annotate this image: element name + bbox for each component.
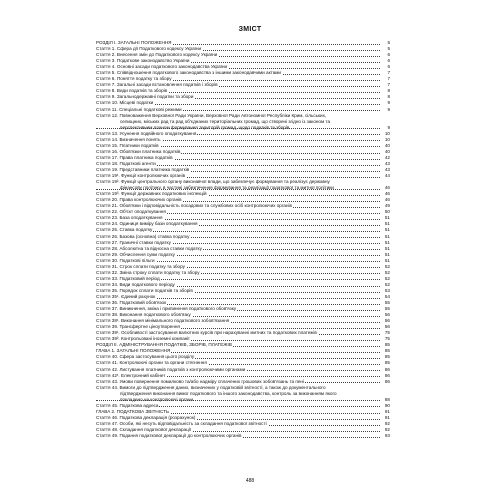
toc-page-number: 51 [384, 239, 390, 245]
toc-page-number: 56 [384, 318, 390, 324]
table-of-contents [96, 40, 390, 439]
toc-entry-text: Стаття 25. Ставка податку [96, 227, 153, 233]
toc-page-number: 86 [384, 378, 390, 384]
toc-page-number: 52 [384, 269, 390, 275]
toc-page-number: 40 [384, 148, 390, 154]
toc-entry-text: Стаття 27. Граничні ставки податку [96, 239, 171, 245]
toc-page-number: 6 [387, 64, 390, 70]
toc-entry-text-line: перспективним планом формування територій громад, щодо податків та зборів [120, 124, 290, 130]
toc-entry-text: Стаття 11. Спеціальні податкові режими [96, 106, 182, 112]
toc-entry-text: Стаття 46. Податкова декларація (розрахунок) [96, 414, 196, 420]
toc-page-number: 43 [384, 160, 390, 166]
toc-page-number: 54 [384, 293, 390, 299]
toc-page-number: 8 [387, 88, 390, 94]
toc-entry-text-line: Стаття 19². Функції центрального органу виконавчої влади, що забезпечує формування та реалізує державну [96, 179, 330, 185]
toc-entry-text: Стаття 14. Визначення понять [96, 136, 161, 142]
page-title: ЗМІСТ [238, 26, 262, 33]
toc-entry-text: Стаття 3. Податкове законодавство України [96, 58, 190, 64]
toc-page-number: 91 [384, 408, 390, 414]
toc-page-number: 88 [384, 396, 390, 402]
toc-page-number: 52 [384, 263, 390, 269]
toc-entry-text: Стаття 16. Обов'язки платника податків [96, 148, 181, 154]
dot-leader [96, 128, 380, 129]
toc-entry-text: РОЗДІЛ I. ЗАГАЛЬНІ ПОЛОЖЕННЯ [96, 40, 172, 45]
toc-page-number: 52 [384, 281, 390, 287]
toc-page-number: 86 [384, 372, 390, 378]
toc-page-number: 43 [384, 166, 390, 172]
toc-page-number: 49 [384, 203, 390, 209]
toc-entry-text: Стаття 24. Одиниця виміру бази оподаткування [96, 221, 198, 227]
toc-page-number: 75 [384, 330, 390, 336]
toc-entry-text: Стаття 17. Права платника податків [96, 154, 173, 160]
toc-page-number: 90 [384, 402, 390, 408]
toc-page-number: 7 [387, 76, 390, 82]
toc-entry-text: Стаття 39. Трансфертне ціноутворення [96, 324, 180, 330]
toc-page-number: 5 [387, 40, 390, 45]
toc-page-number: 92 [384, 420, 390, 426]
toc-entry-text: Стаття 48. Складання податкової декларації [96, 427, 192, 432]
toc-entry-text-line: фінансову політику, в частині забезпечення формування та реалізації податкової та митної політики [120, 185, 334, 191]
toc-entry-text: Стаття 29. Обчислення суми податку [96, 251, 175, 257]
toc-entry-text: Стаття 19¹. Функції контролюючих органів [96, 173, 186, 179]
toc-page-number: 42 [384, 154, 390, 160]
toc-entry-text: Стаття 22. Об'єкт оподаткування [96, 209, 166, 215]
dot-leader [96, 189, 380, 190]
toc-entry-text: Стаття 26. Базова (основна) ставка податку [96, 233, 190, 239]
toc-page-number: 6 [387, 58, 390, 64]
toc-entry-text: Стаття 45. Податкова адреса [96, 402, 159, 408]
toc-page-number: 7 [387, 82, 390, 88]
toc-page-number: 46 [384, 197, 390, 203]
toc-entry-text: Стаття 39². Контрольовані іноземні компанії [96, 336, 190, 342]
toc-entry-text: Стаття 19. Представники платника податків [96, 166, 190, 172]
toc-page-number: 8 [387, 94, 390, 100]
toc-entry-text: Стаття 19³. Функції державних податкових інспекцій [96, 191, 207, 197]
toc-page-number: 50 [384, 209, 390, 215]
toc-entry-text: Стаття 34. Види податкового періоду [96, 281, 175, 287]
toc-page-number: 85 [384, 348, 390, 354]
toc-entry-text: Стаття 38¹. Виконання мінімального податкового зобов'язання [96, 318, 230, 324]
toc-page-number: 9 [387, 106, 390, 112]
toc-entry-text: Стаття 49. Подання податкової декларації до контролюючих органів [96, 433, 242, 439]
toc-page-number: 10 [384, 130, 390, 136]
toc-entry[interactable] [96, 385, 390, 403]
toc-page-number: 51 [384, 233, 390, 239]
toc-entry[interactable] [96, 113, 390, 131]
toc-page-number: 46 [384, 191, 390, 197]
toc-entry-text: Стаття 23. База оподаткування [96, 215, 163, 221]
toc-entry-text: Стаття 4. Основні засади податкового законодавства України [96, 64, 228, 70]
toc-page-number: 9 [387, 100, 390, 106]
toc-page-number: 5 [387, 46, 390, 52]
toc-entry-text: Стаття 40. Сфера застосування цього розділу [96, 354, 195, 360]
toc-page-number: 56 [384, 312, 390, 318]
toc-page-number: 55 [384, 306, 390, 312]
toc-entry-text: Стаття 13. Усунення подвійного оподаткування [96, 130, 197, 136]
toc-entry-text: Стаття 43. Умови повернення помилково та/або надміру сплачених грошових зобов'язань та пені [96, 378, 304, 384]
toc-page-number: 55 [384, 300, 390, 306]
toc-entry-text: Стаття 21. Обов'язки і відповідальність посадових та службових осіб контролюючих органів [96, 203, 292, 209]
toc-entry-text: Стаття 36. Податковий обов'язок [96, 300, 167, 306]
toc-entry-text: Стаття 1. Сфера дії Податкового кодексу України [96, 46, 202, 52]
toc-page-number: 85 [384, 360, 390, 366]
toc-entry-text: РОЗДІЛ II. АДМІНІСТРУВАННЯ ПОДАТКІВ, ЗБОРІВ, ПЛАТЕЖІВ [96, 342, 232, 348]
toc-page-number: 51 [384, 227, 390, 233]
toc-page-number: 40 [384, 142, 390, 148]
toc-entry-text: Стаття 9. Загальнодержавні податки та збори [96, 94, 194, 100]
toc-entry-text: Стаття 39¹. Особливості застосування валютних курсів при нарахуванні митних та податкових платежів [96, 330, 317, 336]
toc-page-number: 44 [384, 173, 390, 179]
toc-entry-text: Стаття 30. Податкові пільги [96, 257, 155, 263]
toc-entry-text: Стаття 10. Місцеві податки [96, 100, 154, 106]
toc-page-number: 85 [384, 342, 390, 348]
toc-page-number: 75 [384, 336, 390, 342]
toc-entry-text: Стаття 35. Порядок сплати податків та зборів [96, 287, 193, 293]
toc-entry[interactable] [96, 433, 390, 439]
toc-page-number: 92 [384, 427, 390, 432]
toc-page-number: 86 [384, 366, 390, 372]
toc-page-number: 93 [384, 433, 390, 439]
toc-entry-text: Стаття 28. Абсолютна та відносна ставки податку [96, 245, 202, 251]
dot-leader [96, 400, 380, 401]
toc-page-number: 53 [384, 287, 390, 293]
toc-page-number: 56 [384, 324, 390, 330]
toc-entry-text: Стаття 6. Поняття податку та збору [96, 76, 172, 82]
toc-entry-text: Стаття 20. Права контролюючих органів [96, 197, 182, 203]
toc-entry-text: ГЛАВА 1. ЗАГАЛЬНІ ПОЛОЖЕННЯ [96, 348, 171, 354]
toc-entry-text: Стаття 15. Платники податків [96, 142, 159, 148]
toc-entry-text: Стаття 41. Контролюючі органи та органи стягнення [96, 360, 207, 366]
toc-entry-text-line: підтвердження виконання вимог податкового та іншого законодавства, контроль за виконанням якого [120, 390, 337, 396]
toc-entry-text-line: Стаття 12. Повноваження Верховної Ради України, Верховної Ради Автономної Республіки Крим, сільських, [96, 112, 327, 118]
toc-entry-text-line: Стаття 44. Вимоги до підтвердження даних, визначених у податковій звітності, а також до документального [96, 384, 326, 390]
toc-page-number: 10 [384, 136, 390, 142]
toc-page-number: 51 [384, 257, 390, 263]
toc-entry-text-line: селищних, міських рад та рад об'єднаних територіальних громад, що створені згідно із законом та [120, 118, 331, 124]
toc-entry[interactable] [96, 179, 390, 191]
page-number: 488 [245, 478, 255, 484]
toc-entry-text: Стаття 5. Співвідношення податкового законодавства з іншими законодавчими актами [96, 70, 281, 76]
toc-entry-text-line: покладено на контролюючі органи [120, 396, 194, 402]
toc-entry-text: Стаття 42. Листування платників податків з контролюючими органами [96, 366, 246, 372]
toc-entry-text: Стаття 31. Строк сплати податку та збору [96, 263, 185, 269]
toc-page-number: 51 [384, 215, 390, 221]
toc-entry-text: Стаття 38. Виконання податкового обов'язку [96, 312, 191, 318]
toc-entry-text: Стаття 42¹. Електронний кабінет [96, 372, 166, 378]
toc-entry-text: Стаття 37. Виникнення, зміна і припинення податкового обов'язку [96, 306, 237, 312]
toc-page-number: 51 [384, 245, 390, 251]
toc-entry-text: Стаття 47. Особи, які несуть відповідальність за складання податкової звітності [96, 420, 267, 426]
toc-page-number: 85 [384, 354, 390, 360]
toc-page-number: 46 [384, 185, 390, 191]
toc-page-number: 52 [384, 275, 390, 281]
toc-page-number: 6 [387, 52, 390, 58]
toc-entry-text: Стаття 35¹. Єдиний рахунок [96, 293, 156, 299]
toc-page-number: 51 [384, 251, 390, 257]
toc-page-number: 91 [384, 414, 390, 420]
toc-entry-text: Стаття 7. Загальні засади встановлення податків і зборів [96, 82, 218, 88]
toc-page-number: 7 [387, 70, 390, 76]
toc-page-number: 51 [384, 221, 390, 227]
toc-entry-text: ГЛАВА 2. ПОДАТКОВА ЗВІТНІСТЬ [96, 408, 170, 414]
toc-entry-text: Стаття 32. Зміна строку сплати податку та збору [96, 269, 200, 275]
toc-entry-text: Стаття 8. Види податків та зборів [96, 88, 168, 94]
toc-page-number: 9 [387, 124, 390, 130]
toc-entry-text: Стаття 2. Внесення змін до Податкового кодексу України [96, 52, 218, 58]
toc-entry-text: Стаття 18. Податкові агенти [96, 160, 156, 166]
toc-entry-text: Стаття 33. Податковий період [96, 275, 160, 281]
